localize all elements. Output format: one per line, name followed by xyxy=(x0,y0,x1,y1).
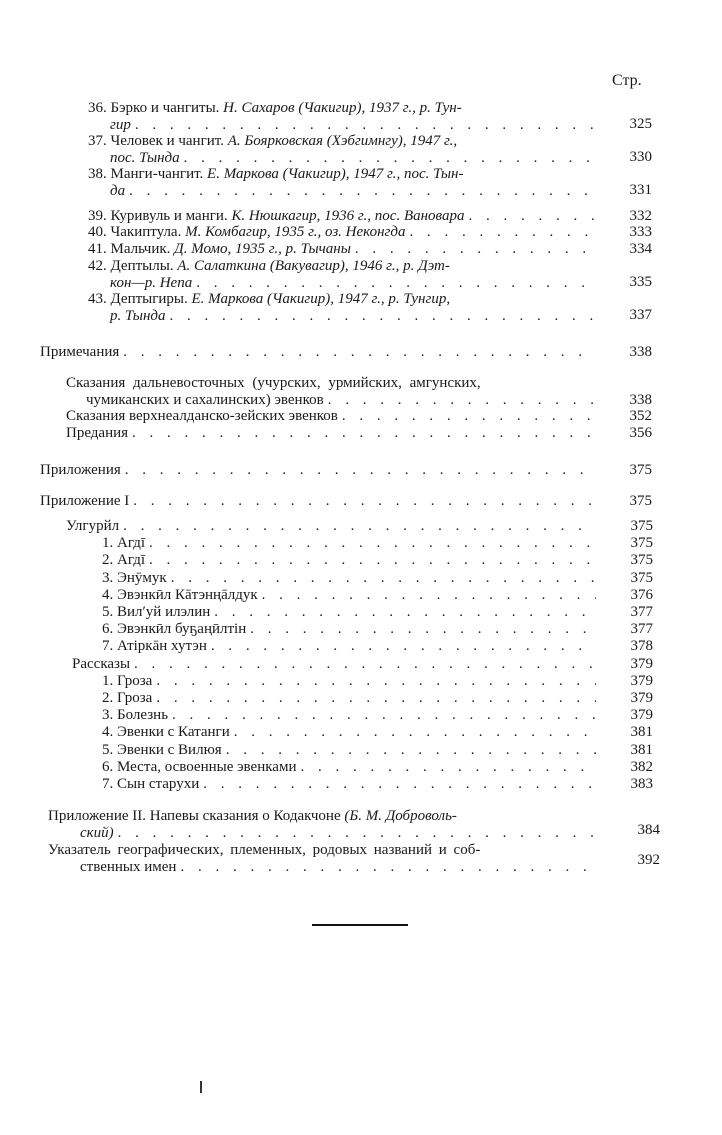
story-title: Куривуль и манги. xyxy=(110,208,228,224)
story-entry xyxy=(88,166,600,199)
notes-item-line1: Сказания дальневосточных (учурских, урмийских, амгунских, xyxy=(66,375,481,391)
index-entry xyxy=(48,842,600,875)
story-entry xyxy=(88,224,600,241)
ulgur-item-label: 5. Вил′уй илэлин xyxy=(102,604,211,620)
ulgur-item xyxy=(102,638,600,655)
leader-dots xyxy=(125,462,596,479)
story-item xyxy=(102,759,600,776)
page-number: 338 xyxy=(629,392,652,408)
story-title: Бэрко и чангиты. xyxy=(110,100,220,116)
page-number: 335 xyxy=(629,274,652,290)
notes-title: Примечания xyxy=(40,344,120,360)
story-number: 43. xyxy=(88,291,107,307)
appendices-title: Приложения xyxy=(40,462,121,478)
leader-dots xyxy=(300,759,596,776)
page-number: 381 xyxy=(630,741,653,758)
page-number: 333 xyxy=(629,224,652,240)
leader-dots xyxy=(149,552,596,569)
page-number: 376 xyxy=(630,586,653,603)
leader-dots xyxy=(134,656,596,673)
page-number: 377 xyxy=(630,621,653,638)
leader-dots xyxy=(132,425,596,442)
story-item-label: 5. Эвенки с Вилюя xyxy=(102,741,222,758)
page-number: 356 xyxy=(629,425,652,441)
leader-dots xyxy=(123,518,596,535)
story-title: Манги-чангит. xyxy=(110,166,204,182)
leader-dots xyxy=(468,208,596,225)
story-source: Н. Сахаров (Чакигир), 1937 г., р. Тун- xyxy=(223,100,462,116)
ulgur-item-label: 4. Эвэнкӣл Кāтэнңāлдук xyxy=(102,586,258,603)
notes-item-line1: Предания xyxy=(66,425,129,441)
page-number: 378 xyxy=(630,638,653,655)
page-number: 379 xyxy=(630,672,653,689)
story-source-cont: да xyxy=(110,182,126,199)
story-item xyxy=(102,707,600,724)
story-source: А. Салаткина (Вакувагир), 1946 г., р. Дэт- xyxy=(177,258,450,274)
leader-dots xyxy=(171,570,596,587)
story-item-label: 4. Эвенки с Катанги xyxy=(102,724,230,741)
appendix2-author-cont: ский) xyxy=(80,824,114,841)
page-column-header: Стр. xyxy=(612,72,642,89)
leader-dots xyxy=(135,117,596,134)
section-heading xyxy=(66,518,600,535)
notes-item-line2: чумиканских и сахалинских) эвенков xyxy=(86,391,324,408)
story-source-cont: пос. Тында xyxy=(110,149,180,166)
page-number: 379 xyxy=(630,655,653,672)
story-number: 42. xyxy=(88,258,107,274)
leader-dots xyxy=(211,638,596,655)
notes-item xyxy=(66,375,600,408)
story-item xyxy=(102,742,600,759)
story-title: Чакиптула. xyxy=(110,224,182,240)
story-title: Мальчик. xyxy=(110,241,171,257)
story-number: 37. xyxy=(88,133,107,149)
notes-item-line1: Сказания верхнеалданско-зейских эвенков xyxy=(66,408,338,424)
leader-dots xyxy=(214,604,596,621)
story-number: 40. xyxy=(88,224,107,240)
story-source: М. Комбагир, 1935 г., оз. Неконгда xyxy=(185,224,406,240)
page-number: 382 xyxy=(630,758,653,775)
index-line1: Указатель географических, племенных, родовых названий и соб- xyxy=(48,842,481,858)
leader-dots xyxy=(355,241,596,258)
page-number: 331 xyxy=(629,182,652,198)
page-number: 332 xyxy=(629,208,652,224)
story-title: Дептыгиры. xyxy=(110,291,188,307)
appendix2-title: Приложение II. Напевы сказания о Кодакчоне xyxy=(48,808,341,824)
leader-dots xyxy=(234,724,596,741)
notes-item xyxy=(66,408,600,425)
page-number: 334 xyxy=(629,241,652,257)
notes-entry xyxy=(40,344,600,361)
page-number: 375 xyxy=(630,552,653,569)
leader-dots xyxy=(129,183,596,200)
appendix1-entry xyxy=(40,493,600,510)
story-source-cont: гир xyxy=(110,116,131,133)
page-number: 375 xyxy=(629,462,652,478)
story-source: Е. Маркова (Чакигир), 1947 г., р. Тунгир, xyxy=(191,291,451,307)
appendix1-title: Приложение I xyxy=(40,493,130,509)
story-item-label: 3. Болезнь xyxy=(102,707,169,724)
page-number: 338 xyxy=(629,344,652,360)
leader-dots xyxy=(133,493,596,510)
story-item-label: 7. Сын старухи xyxy=(102,776,200,792)
story-entry xyxy=(88,100,600,133)
story-entry xyxy=(88,133,600,166)
section-heading-label: Рассказы xyxy=(72,655,131,672)
leader-dots xyxy=(180,859,596,876)
page-number: 375 xyxy=(630,518,653,534)
leader-dots xyxy=(328,392,596,409)
story-source-cont: р. Тында xyxy=(110,307,166,324)
ulgur-item xyxy=(102,587,600,604)
page-number: 330 xyxy=(629,149,652,165)
story-title: Дептылы. xyxy=(110,258,174,274)
story-entry xyxy=(88,208,600,225)
page-number: 375 xyxy=(630,569,653,586)
page-number: 384 xyxy=(637,822,660,838)
leader-dots xyxy=(262,587,596,604)
story-item-label: 1. Гроза xyxy=(102,672,153,689)
story-number: 38. xyxy=(88,166,107,182)
story-item xyxy=(102,724,600,741)
page-number: 379 xyxy=(630,690,653,706)
ulgur-item-label: 1. Агдī xyxy=(102,535,146,552)
leader-dots xyxy=(156,690,596,707)
ulgur-item xyxy=(102,570,600,587)
leader-dots xyxy=(410,224,596,241)
ulgur-item-label: 2. Агдī xyxy=(102,552,146,569)
leader-dots xyxy=(170,308,597,325)
story-item xyxy=(102,776,600,793)
story-source-cont: кон—р. Непа xyxy=(110,274,193,291)
story-item xyxy=(102,690,600,707)
page-number: 392 xyxy=(637,852,660,868)
leader-dots xyxy=(196,275,596,292)
page-number: 337 xyxy=(629,307,652,323)
story-item-label: 6. Места, освоенные эвенками xyxy=(102,758,297,775)
page-number: 381 xyxy=(630,724,653,741)
leader-dots xyxy=(342,408,596,425)
appendices-entry xyxy=(40,462,600,479)
story-entry xyxy=(88,241,600,258)
leader-dots xyxy=(156,673,596,690)
scan-mark xyxy=(200,1081,202,1093)
leader-dots xyxy=(184,150,596,167)
story-source: Д. Момо, 1935 г., р. Тычаны xyxy=(174,241,351,257)
ulgur-item-label: 6. Эвэнкӣл буҕаңӣлтін xyxy=(102,621,247,638)
appendix2-author: (Б. М. Доброволь- xyxy=(344,808,457,824)
story-source: К. Нюшкагир, 1936 г., пос. Вановара xyxy=(231,208,465,224)
story-source: Е. Маркова (Чакигир), 1947 г., пос. Тын- xyxy=(207,166,464,182)
leader-dots xyxy=(226,742,596,759)
leader-dots xyxy=(172,707,596,724)
leader-dots xyxy=(203,776,596,793)
story-number: 39. xyxy=(88,208,107,224)
ulgur-item xyxy=(102,621,600,638)
story-number: 36. xyxy=(88,100,107,116)
page-number: 352 xyxy=(629,408,652,424)
page-number: 377 xyxy=(630,604,653,620)
ulgur-item xyxy=(102,552,600,569)
story-title: Человек и чангит. xyxy=(110,133,224,149)
ulgur-item xyxy=(102,604,600,621)
ulgur-item-label: 3. Энӯмук xyxy=(102,569,167,586)
leader-dots xyxy=(123,344,596,361)
page-number: 379 xyxy=(630,707,653,724)
page-number: 375 xyxy=(629,493,652,509)
story-entry xyxy=(88,291,600,324)
page-number: 325 xyxy=(629,116,652,132)
story-number: 41. xyxy=(88,241,107,257)
ulgur-item-label: 7. Атіркāн хутэн xyxy=(102,638,207,655)
page-number: 383 xyxy=(630,776,653,792)
story-entry xyxy=(88,258,600,291)
appendix2-entry xyxy=(48,808,600,841)
section-heading-label: Улгурйл xyxy=(66,518,120,534)
story-item xyxy=(102,673,600,690)
end-rule xyxy=(312,924,408,926)
index-line2: ственных имен xyxy=(80,858,177,875)
story-item-label: 2. Гроза xyxy=(102,690,153,706)
ulgur-item xyxy=(102,535,600,552)
leader-dots xyxy=(149,535,596,552)
page-number: 375 xyxy=(630,535,653,552)
story-source: А. Боярковская (Хэбгимнгу), 1947 г., xyxy=(227,133,458,149)
section-heading xyxy=(72,656,600,673)
notes-item xyxy=(66,425,600,442)
leader-dots xyxy=(250,621,596,638)
leader-dots xyxy=(118,825,596,842)
